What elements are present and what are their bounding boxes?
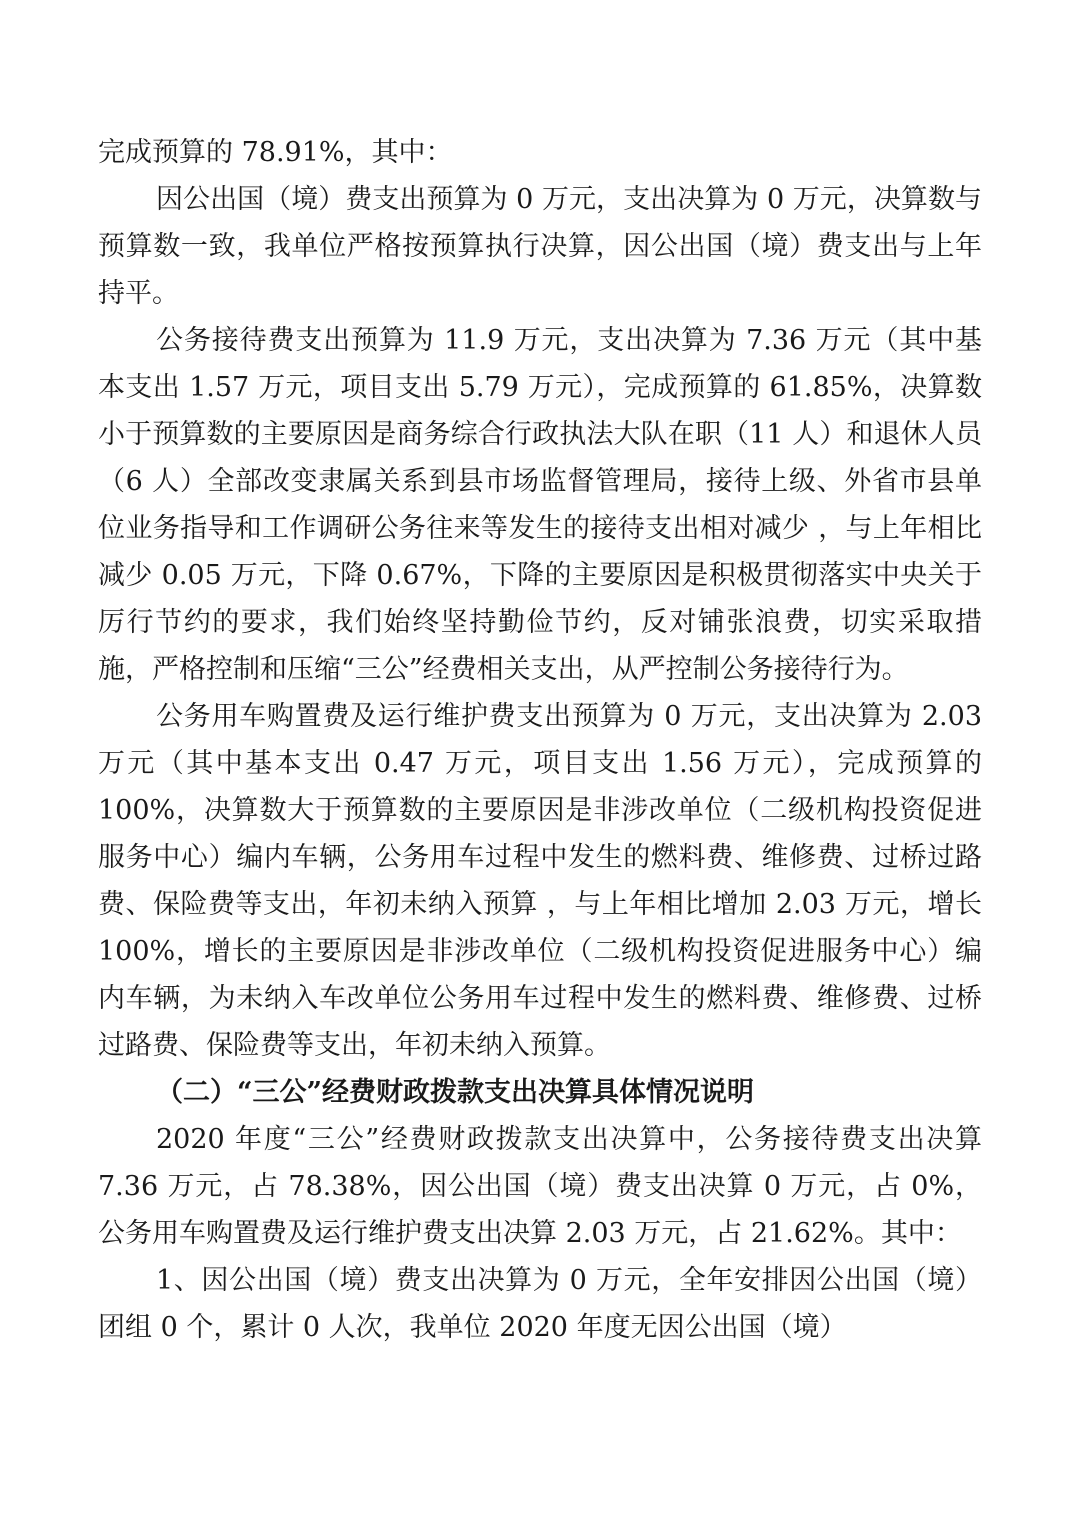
paragraph-fiscal-summary: 2020 年度“三公”经费财政拨款支出决算中，公务接待费支出决算 7.36 万元，占 78.38%，因公出国（境）费支出决算 0 万元，占 0%，公务用车购置费及运行维护费支出决算 2.03 万元，占 21.62%。其中： — [98, 1124, 982, 1249]
paragraph-overseas-travel: 因公出国（境）费支出预算为 0 万元，支出决算为 0 万元，决算数与预算数一致，我单位严格按预算执行决算，因公出国（境）费支出与上年持平。 — [98, 184, 982, 309]
paragraph-reception-expense: 公务接待费支出预算为 11.9 万元，支出决算为 7.36 万元（其中基本支出 1.57 万元，项目支出 5.79 万元），完成预算的 61.85%，决算数小于预算数的主要原因是商务综合行政执法大队在职（11 人）和退休人员（6 人）全部改变隶属关系到县市场监督管理局，接待上级、外省市县单位业务指导和工作调研公务往来等发生的接待支出相对减少 ，与上年相比减少 0.05 万元，下降 0.67%，下降的主要原因是积极贯彻落实中央关于厉行节约的要求，我们始终坚持勤俭节约，反对铺张浪费，切实采取措施，严格控制和压缩“三公”经费相关支出，从严控制公务接待行为。 — [98, 325, 982, 685]
paragraph-continuation: 完成预算的 78.91%，其中： — [98, 137, 453, 168]
paragraph-item-1: 1、因公出国（境）费支出决算为 0 万元，全年安排因公出国（境）团组 0 个，累计 0 人次，我单位 2020 年度无因公出国（境） — [98, 1265, 982, 1343]
paragraph-vehicle-expense: 公务用车购置费及运行维护费支出预算为 0 万元，支出决算为 2.03 万元（其中基本支出 0.47 万元，项目支出 1.56 万元），完成预算的 100%，决算数大于预算数的主要原因是非涉改单位（二级机构投资促进服务中心）编内车辆，公务用车过程中发生的燃料费、维修费、过桥过路费、保险费等支出，年初未纳入预算 ，与上年相比增加 2.03 万元，增长 100%，增长的主要原因是非涉改单位（二级机构投资促进服务中心）编内车辆，为未纳入车改单位公务用车过程中发生的燃料费、维修费、过桥过路费、保险费等支出，年初未纳入预算。 — [98, 701, 982, 1061]
document-page — [98, 129, 982, 1351]
section-heading: （二）“三公”经费财政拨款支出决算具体情况说明 — [156, 1077, 755, 1108]
